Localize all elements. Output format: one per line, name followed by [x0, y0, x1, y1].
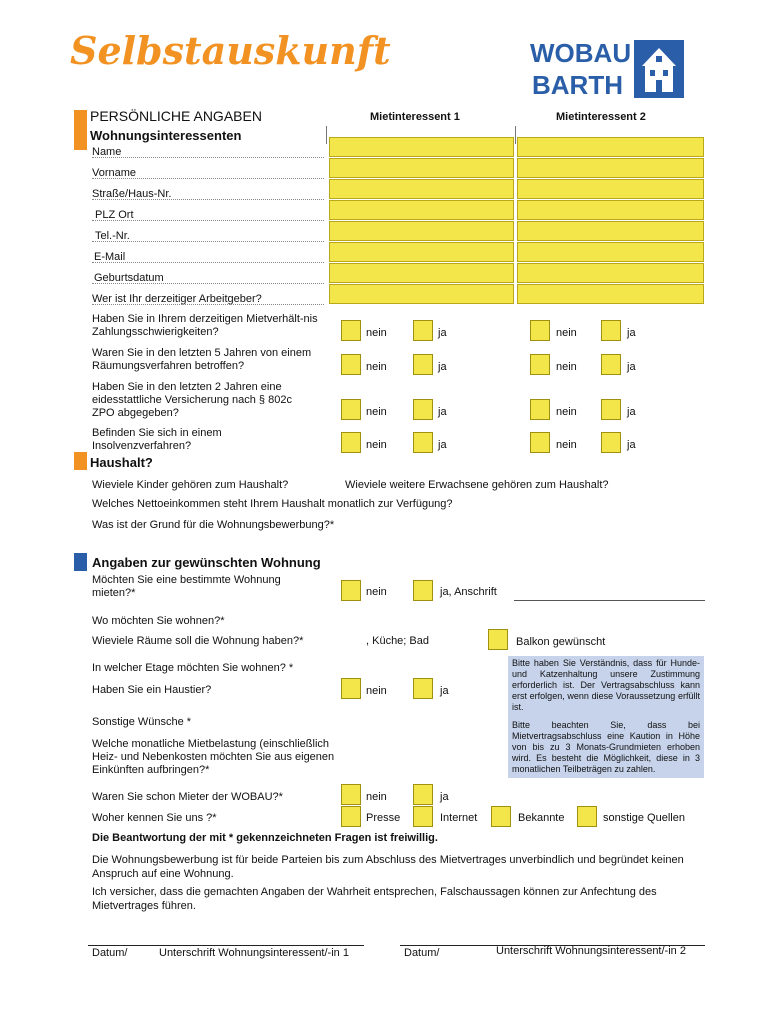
checkbox-q2-t1-no[interactable]	[341, 354, 361, 375]
checkbox-label-yes: ja	[627, 327, 636, 339]
checkbox-label-yes: ja	[627, 361, 636, 373]
checkbox-source-press[interactable]	[341, 806, 361, 827]
field-underline	[92, 304, 324, 305]
checkbox-label-no: nein	[366, 406, 387, 418]
checkbox-q4-t2-no[interactable]	[530, 432, 550, 453]
address-input[interactable]	[514, 600, 705, 601]
checkbox-label-yes: ja	[627, 406, 636, 418]
input-tenant-2[interactable]	[517, 137, 704, 157]
field-label: Geburtsdatum	[94, 272, 164, 284]
field-underline	[92, 220, 324, 221]
voluntary-note: Die Beantwortung der mit * gekennzeichneten Fragen ist freiwillig.	[92, 832, 438, 844]
label-adults: Wieviele weitere Erwachsene gehören zum Haushalt?	[345, 479, 609, 491]
input-tenant-2[interactable]	[517, 242, 704, 262]
label-children: Wieviele Kinder gehören zum Haushalt?	[92, 479, 289, 491]
field-label: Name	[92, 146, 122, 158]
date-label-1: Datum/	[92, 947, 128, 959]
checkbox-source-internet[interactable]	[413, 806, 433, 827]
field-label: Vorname	[92, 167, 137, 179]
label-specific-apartment: Möchten Sie eine bestimmte Wohnung mieten?*	[92, 574, 281, 599]
signature-label-1: Unterschrift Wohnungsinteressent/-in 1	[159, 947, 349, 959]
checkbox-label-no: nein	[556, 327, 577, 339]
input-tenant-2[interactable]	[517, 221, 704, 241]
checkbox-tenant-no[interactable]	[341, 784, 361, 805]
checkbox-label-yes: ja	[438, 327, 447, 339]
label-source-known: Bekannte	[518, 812, 565, 824]
checkbox-pet-yes[interactable]	[413, 678, 433, 699]
checkbox-specific-yes[interactable]	[413, 580, 433, 601]
checkbox-label-no: nein	[366, 439, 387, 451]
field-label: Tel.-Nr.	[95, 230, 130, 242]
section-bar-apartment	[74, 553, 87, 571]
input-tenant-1[interactable]	[329, 242, 514, 262]
label-source-press: Presse	[366, 812, 401, 824]
input-tenant-1[interactable]	[329, 284, 514, 304]
checkbox-label-no: nein	[366, 361, 387, 373]
checkbox-label-no: nein	[556, 406, 577, 418]
checkbox-label-no: nein	[556, 361, 577, 373]
column-header-1: Mietinteressent 1	[370, 111, 460, 123]
logo-text-barth: BARTH	[532, 70, 623, 100]
label-reason: Was ist der Grund für die Wohnungsbewerbung?*	[92, 519, 335, 531]
label-pet-yes: ja	[440, 685, 449, 697]
question-affidavit: Haben Sie in den letzten 2 Jahren eine eidesstattliche Versicherung nach § 802c ZPO abgegeben?	[92, 381, 292, 419]
field-underline	[92, 157, 324, 158]
checkbox-q2-t2-no[interactable]	[530, 354, 550, 375]
section-subheading: Wohnungsinteressenten	[90, 128, 242, 143]
label-tenant-no: nein	[366, 791, 387, 803]
checkbox-q4-t1-yes[interactable]	[413, 432, 433, 453]
section-heading-apartment: Angaben zur gewünschten Wohnung	[92, 555, 321, 570]
checkbox-q1-t1-yes[interactable]	[413, 320, 433, 341]
checkbox-label-yes: ja	[627, 439, 636, 451]
section-heading-personal: PERSÖNLICHE ANGABEN	[90, 108, 262, 124]
checkbox-label-yes: ja	[438, 439, 447, 451]
section-bar-personal	[74, 110, 87, 150]
input-tenant-1[interactable]	[329, 221, 514, 241]
question-eviction: Waren Sie in den letzten 5 Jahren von einem Räumungsverfahren betroffen?	[92, 347, 312, 372]
label-rent: Welche monatliche Mietbelastung (einschließlich Heiz- und Nebenkosten möchten Sie aus eigenen Einkünften aufbringen?*	[92, 738, 335, 776]
checkbox-label-no: nein	[556, 439, 577, 451]
field-label: PLZ Ort	[95, 209, 134, 221]
column-separator-1	[326, 126, 327, 144]
label-where: Wo möchten Sie wohnen?*	[92, 615, 225, 627]
input-tenant-1[interactable]	[329, 179, 514, 199]
label-pet-no: nein	[366, 685, 387, 697]
checkbox-q4-t2-yes[interactable]	[601, 432, 621, 453]
input-tenant-1[interactable]	[329, 137, 514, 157]
checkbox-specific-no[interactable]	[341, 580, 361, 601]
section-bar-household	[74, 452, 87, 470]
label-balcony: Balkon gewünscht	[516, 636, 606, 648]
field-label: Wer ist Ihr derzeitiger Arbeitgeber?	[92, 293, 262, 305]
input-tenant-2[interactable]	[517, 179, 704, 199]
date-label-2: Datum/	[404, 947, 440, 959]
input-tenant-1[interactable]	[329, 200, 514, 220]
house-icon	[634, 40, 684, 98]
page-title: Selbstauskunft	[70, 28, 391, 73]
label-income: Welches Nettoeinkommen steht Ihrem Haushalt monatlich zur Verfügung?	[92, 498, 453, 510]
label-pet: Haben Sie ein Haustier?	[92, 684, 212, 696]
label-source: Woher kennen Sie uns ?*	[92, 812, 217, 824]
input-tenant-2[interactable]	[517, 263, 704, 283]
label-kitchen-bath: , Küche; Bad	[366, 635, 429, 647]
checkbox-q3-t1-no[interactable]	[341, 399, 361, 420]
checkbox-q2-t2-yes[interactable]	[601, 354, 621, 375]
field-underline	[92, 199, 324, 200]
checkbox-tenant-yes[interactable]	[413, 784, 433, 805]
input-tenant-2[interactable]	[517, 284, 704, 304]
field-underline	[92, 283, 324, 284]
logo	[530, 38, 690, 100]
checkbox-source-other[interactable]	[577, 806, 597, 827]
paragraph-noncommittal: Die Wohnungsbewerbung ist für beide Parteien bis zum Abschluss des Mietvertrages unverbindlich und begründet keinen Anspruch auf eine Wohnung.	[92, 854, 684, 880]
checkbox-q1-t2-yes[interactable]	[601, 320, 621, 341]
input-tenant-2[interactable]	[517, 200, 704, 220]
column-header-2: Mietinteressent 2	[556, 111, 646, 123]
question-insolvency: Befinden Sie sich in einem Insolvenzverfahren?	[92, 427, 222, 452]
checkbox-pet-no[interactable]	[341, 678, 361, 699]
question-payment-difficulties: Haben Sie in Ihrem derzeitigen Mietverhält-nis Zahlungsschwierigkeiten?	[92, 313, 318, 338]
label-yes-address: ja, Anschrift	[440, 586, 497, 598]
label-wishes: Sonstige Wünsche *	[92, 716, 192, 728]
paragraph-truth: Ich versicher, dass die gemachten Angaben der Wahrheit entsprechen, Falschaussagen können zur Anfechtung des Mietvertrages führen.	[92, 886, 657, 912]
checkbox-balcony[interactable]	[488, 629, 508, 650]
label-source-internet: Internet	[440, 812, 478, 824]
field-label: Straße/Haus-Nr.	[92, 188, 172, 200]
field-underline	[92, 262, 324, 263]
label-no: nein	[366, 586, 387, 598]
checkbox-source-known[interactable]	[491, 806, 511, 827]
label-floor: In welcher Etage möchten Sie wohnen? *	[92, 662, 294, 674]
input-tenant-1[interactable]	[329, 263, 514, 283]
note-deposit: Bitte beachten Sie, dass bei Mietvertragsabschluss eine Kaution in Höhe von bis zu 3 Monats-Grundmieten erhoben wird. Es besteht die Möglichkeit, diese in 3 monatlichen Teilbeträgen zu zahlen.	[508, 718, 704, 778]
field-underline	[92, 178, 324, 179]
field-underline	[92, 241, 324, 242]
checkbox-q3-t2-no[interactable]	[530, 399, 550, 420]
checkbox-q3-t2-yes[interactable]	[601, 399, 621, 420]
logo-text-wobau: WOBAU	[530, 38, 632, 68]
input-tenant-1[interactable]	[329, 158, 514, 178]
checkbox-q2-t1-yes[interactable]	[413, 354, 433, 375]
column-separator-2	[515, 126, 516, 144]
label-tenant-yes: ja	[440, 791, 449, 803]
checkbox-label-yes: ja	[438, 406, 447, 418]
input-tenant-2[interactable]	[517, 158, 704, 178]
signature-line-1	[88, 945, 364, 946]
label-tenant: Waren Sie schon Mieter der WOBAU?*	[92, 791, 283, 803]
checkbox-q3-t1-yes[interactable]	[413, 399, 433, 420]
section-heading-household: Haushalt?	[90, 455, 153, 470]
label-rooms: Wieviele Räume soll die Wohnung haben?*	[92, 635, 304, 647]
checkbox-label-yes: ja	[438, 361, 447, 373]
checkbox-q1-t1-no[interactable]	[341, 320, 361, 341]
checkbox-q1-t2-no[interactable]	[530, 320, 550, 341]
note-pets: Bitte haben Sie Verständnis, dass für Hunde- und Katzenhaltung unsere Zustimmung erforderlich ist. Der Vertragsabschluss kann erst erfolgen, wenn diese Voraussetzung erfüllt ist.	[508, 656, 704, 718]
label-source-other: sonstige Quellen	[603, 812, 685, 824]
checkbox-label-no: nein	[366, 327, 387, 339]
checkbox-q4-t1-no[interactable]	[341, 432, 361, 453]
signature-label-2: Unterschrift Wohnungsinteressent/-in 2	[496, 945, 686, 957]
field-label: E-Mail	[94, 251, 126, 263]
